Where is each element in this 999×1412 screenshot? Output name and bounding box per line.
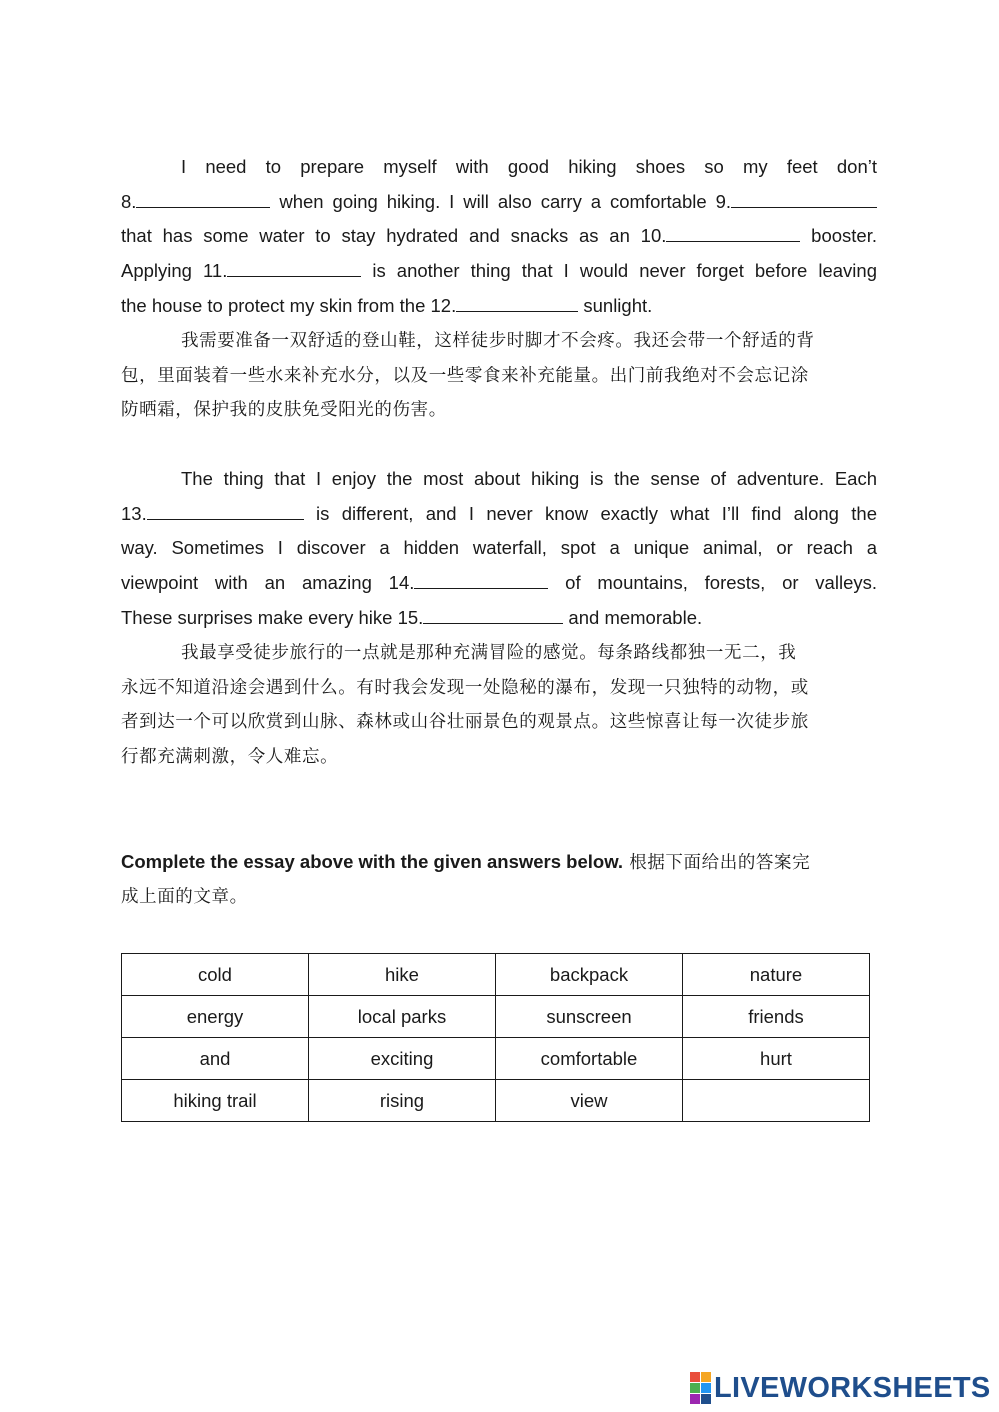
- word-bank-cell: hurt: [683, 1038, 870, 1080]
- para1-line-3: [121, 219, 877, 254]
- para2-line-5-end: and memorable.: [563, 606, 703, 628]
- logo-block: [701, 1383, 711, 1393]
- instructions-line-1: [121, 845, 881, 880]
- blank-14[interactable]: [414, 572, 548, 589]
- para1-line-4: [121, 254, 877, 289]
- word-bank-cell: nature: [683, 954, 870, 996]
- word-bank-row: [122, 1080, 870, 1122]
- para2-line-4: [121, 566, 877, 601]
- word-bank-cell: [683, 1080, 870, 1122]
- blank-number-8: 8.: [121, 190, 137, 212]
- word-bank-cell: rising: [309, 1080, 496, 1122]
- para2-line-5: [121, 601, 877, 636]
- logo-text: LIVEWORKSHEETS: [714, 1371, 991, 1404]
- blank-13[interactable]: [147, 503, 304, 520]
- para1-line-4-end: is another thing that I would never forget before leaving: [361, 260, 877, 282]
- blank-11[interactable]: [227, 260, 361, 277]
- word-bank-cell: exciting: [309, 1038, 496, 1080]
- word-bank-table: [121, 953, 870, 1122]
- word-bank-cell: cold: [122, 954, 309, 996]
- para1-line-5-end: sunlight.: [578, 294, 653, 316]
- logo-block: [690, 1394, 700, 1404]
- para2-cn-line-1: 我最享受徒步旅行的一点就是那种充满冒险的感觉。每条路线都独一无二，我: [181, 643, 797, 663]
- word-bank-cell: friends: [683, 996, 870, 1038]
- word-bank-cell: local parks: [309, 996, 496, 1038]
- instructions-bold: Complete the essay above with the given answers below.: [121, 851, 624, 872]
- logo-block: [690, 1372, 700, 1382]
- logo-block: [701, 1372, 711, 1382]
- para1-line-4-text: Applying 11.: [121, 260, 228, 282]
- word-bank-cell: backpack: [496, 954, 683, 996]
- blank-8[interactable]: [136, 191, 270, 208]
- word-bank-row: [122, 954, 870, 996]
- word-bank-cell: and: [122, 1038, 309, 1080]
- para1-line-5-text: the house to protect my skin from the 12.: [121, 294, 457, 316]
- para1-line-3-end: booster.: [800, 225, 877, 247]
- logo-block: [701, 1394, 711, 1404]
- liveworksheets-logo: [690, 1372, 991, 1404]
- word-bank-cell: energy: [122, 996, 309, 1038]
- para2-line-5-text: These surprises make every hike 15.: [121, 606, 424, 628]
- logo-block: [690, 1383, 700, 1393]
- para2-cn-line-2: 永远不知道沿途会遇到什么。有时我会发现一处隐秘的瀑布，发现一只独特的动物，或: [121, 677, 809, 698]
- blank-number-13: 13.: [121, 502, 147, 524]
- para1-line-5: [121, 289, 877, 324]
- word-bank-row: [122, 996, 870, 1038]
- paragraph-1: [121, 150, 877, 323]
- word-bank-cell: hiking trail: [122, 1080, 309, 1122]
- para2-cn-line-4: 行都充满刺激，令人难忘。: [121, 747, 339, 768]
- blank-15[interactable]: [423, 607, 563, 624]
- para2-line-1: The thing that I enjoy the most about hiking is the sense of adventure. Each: [181, 468, 877, 489]
- blank-10[interactable]: [666, 225, 800, 242]
- para1-line-2-text: when going hiking. I will also carry a comfortable 9.: [270, 190, 731, 212]
- para2-line-3: way. Sometimes I discover a hidden waterfall, spot a unique animal, or reach a: [121, 537, 877, 559]
- instructions: [121, 845, 881, 914]
- para2-line-2: [121, 497, 877, 532]
- paragraph-2-chinese: [121, 636, 877, 775]
- logo-blocks-icon: [690, 1372, 711, 1404]
- word-bank-cell: sunscreen: [496, 996, 683, 1038]
- blank-9[interactable]: [731, 191, 877, 208]
- para1-line-2: [121, 185, 877, 220]
- word-bank-cell: view: [496, 1080, 683, 1122]
- para1-cn-line-1: 我需要准备一双舒适的登山鞋，这样徒步时脚才不会疼。我还会带一个舒适的背: [181, 331, 815, 351]
- para1-line-3-text: that has some water to stay hydrated and snacks as an 10.: [121, 225, 667, 247]
- word-bank-row: [122, 1038, 870, 1080]
- word-bank-cell: hike: [309, 954, 496, 996]
- para1-line-1: I need to prepare myself with good hiking shoes so my feet don’t: [181, 156, 877, 177]
- para2-cn-line-3: 者到达一个可以欣赏到山脉、森林或山谷壮丽景色的观景点。这些惊喜让每一次徒步旅: [121, 712, 809, 733]
- para1-cn-line-3: 防晒霜，保护我的皮肤免受阳光的伤害。: [121, 400, 447, 421]
- para1-cn-line-2: 包，里面装着一些水来补充水分，以及一些零食来补充能量。出门前我绝对不会忘记涂: [121, 365, 809, 386]
- instructions-cn-2: 成上面的文章。: [121, 886, 248, 907]
- para2-line-4-end: of mountains, forests, or valleys.: [548, 572, 877, 594]
- word-bank-cell: comfortable: [496, 1038, 683, 1080]
- paragraph-1-chinese: [121, 324, 877, 428]
- instructions-cn-1: 根据下面给出的答案完: [623, 853, 811, 873]
- para2-line-2-text: is different, and I never know exactly what I’ll find along the: [303, 502, 877, 524]
- blank-12[interactable]: [456, 295, 578, 312]
- paragraph-2: [121, 462, 877, 635]
- para2-line-4-text: viewpoint with an amazing 14.: [121, 572, 415, 594]
- word-bank-body: [122, 954, 870, 1122]
